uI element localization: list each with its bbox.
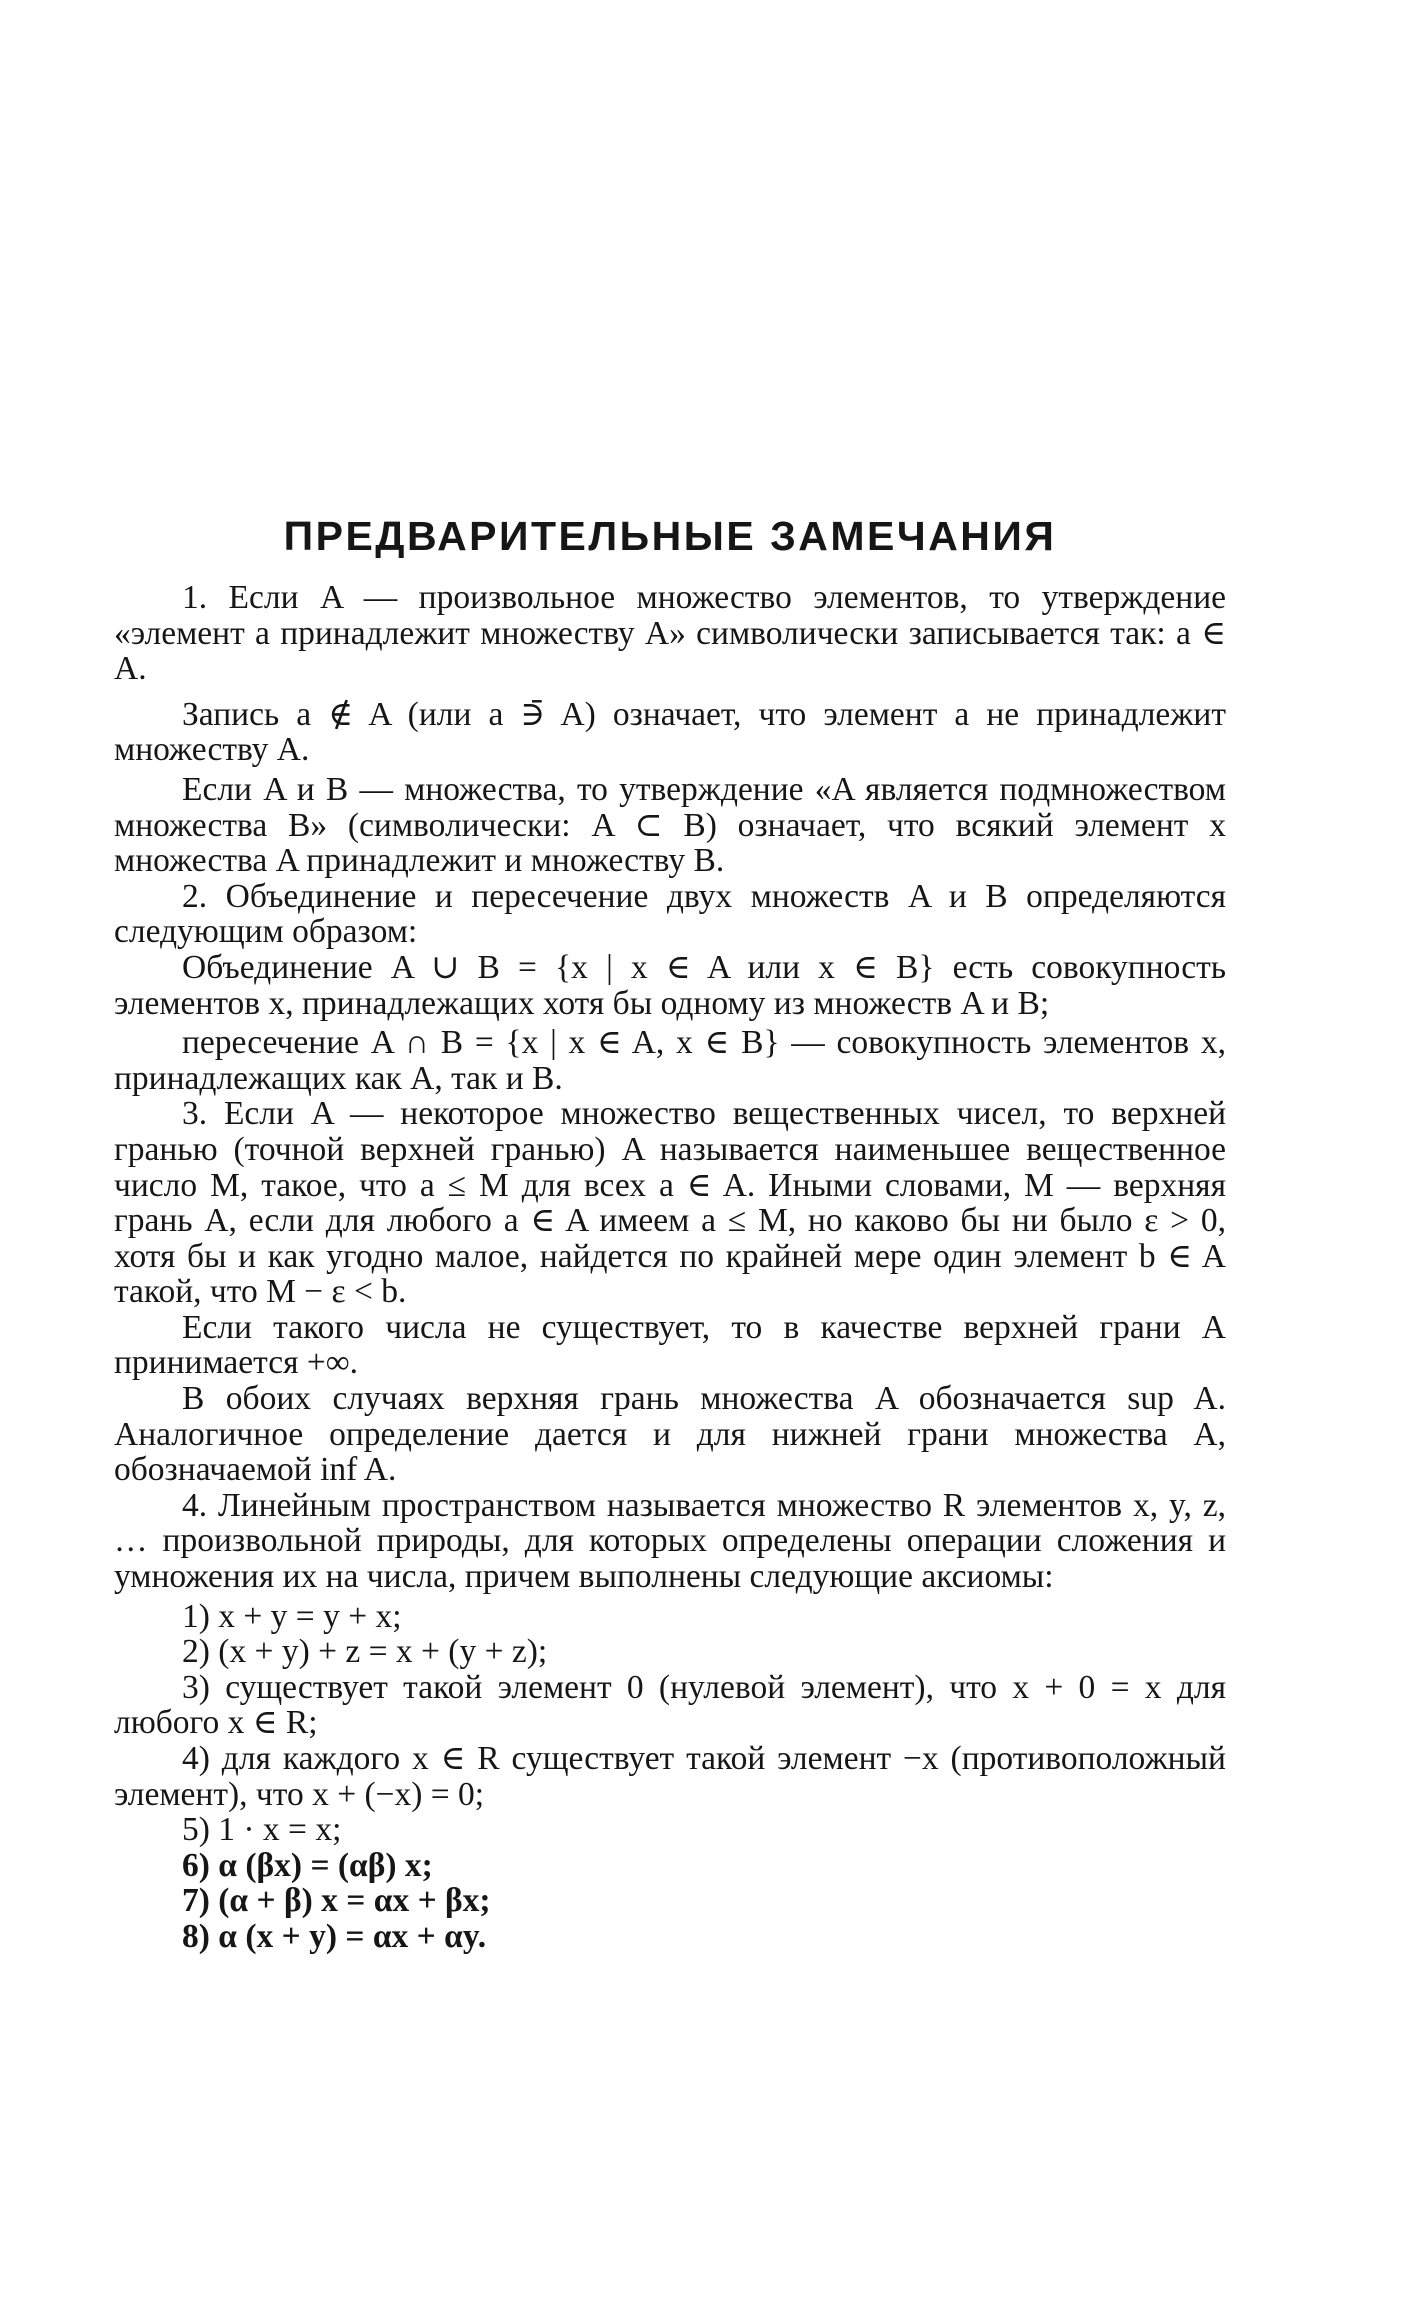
paragraph-10: 4. Линейным пространством называется множество R элементов x, y, z, … произвольной природы, для которых определены операции сложения и умножения их на числа, причем выполнены следующие аксиомы: bbox=[114, 1486, 1226, 1596]
paragraph-6: пересечение A ∩ B = {x | x ∈ A, x ∈ B} — совокупность элементов x, принадлежащих как A, так и B. bbox=[114, 1024, 1226, 1097]
axiom-5: 5) 1 · x = x; bbox=[182, 1811, 342, 1849]
paragraph-9: В обоих случаях верхняя грань множества A обозначается sup A. Аналогичное определение дается и для нижней грани множества A, обозначаемой inf A. bbox=[114, 1380, 1226, 1489]
paragraph-2: Запись a ∉ A (или a ∋̄ A) означает, что элемент a не принадлежит множеству A. bbox=[114, 695, 1226, 769]
axiom-6: 6) α (βx) = (αβ) x; bbox=[182, 1846, 433, 1884]
text-block bbox=[114, 512, 1226, 1955]
axiom-3: 3) существует такой элемент 0 (нулевой элемент), что x + 0 = x для любого x ∈ R; bbox=[114, 1668, 1226, 1742]
paragraph-4: 2. Объединение и пересечение двух множеств A и B определяются следующим образом: bbox=[114, 877, 1226, 951]
axiom-7: 7) (α + β) x = αx + βx; bbox=[182, 1882, 491, 1920]
paragraph-5: Объединение A ∪ B = {x | x ∈ A или x ∈ B} есть совокупность элементов x, принадлежащих хотя бы одному из множеств A и B; bbox=[114, 948, 1226, 1022]
paragraph-1: 1. Если A — произвольное множество элементов, то утверждение «элемент a принадлежит множеству A» символически записывается так: a ∈ A. bbox=[114, 579, 1226, 688]
axiom-2: 2) (x + y) + z = x + (y + z); bbox=[182, 1633, 548, 1671]
page-title: ПРЕДВАРИТЕЛЬНЫЕ ЗАМЕЧАНИЯ bbox=[283, 513, 1057, 559]
axiom-1: 1) x + y = y + x; bbox=[182, 1597, 402, 1635]
axiom-4: 4) для каждого x ∈ R существует такой элемент −x (противоположный элемент), что x + (−x) = 0; bbox=[114, 1740, 1226, 1813]
paragraph-7: 3. Если A — некоторое множество вещественных чисел, то верхней гранью (точной верхней гранью) A называется наименьшее вещественное число M, такое, что a ≤ M для всех a ∈ A. Иными словами, M — верхняя грань A, если для любого a ∈ A имеем a ≤ M, но каково бы ни было ε > 0, хотя бы и как угодно малое, найдется по крайней мере один элемент b ∈ A такой, что M − ε < b. bbox=[114, 1095, 1226, 1311]
paragraph-8: Если такого числа не существует, то в качестве верхней грани A принимается +∞. bbox=[114, 1308, 1226, 1382]
axiom-8: 8) α (x + y) = αx + αy. bbox=[182, 1917, 487, 1955]
paragraph-3: Если A и B — множества, то утверждение «A является подмножеством множества B» (символически: A ⊂ B) означает, что всякий элемент x множества A принадлежит и множеству B. bbox=[114, 770, 1226, 880]
